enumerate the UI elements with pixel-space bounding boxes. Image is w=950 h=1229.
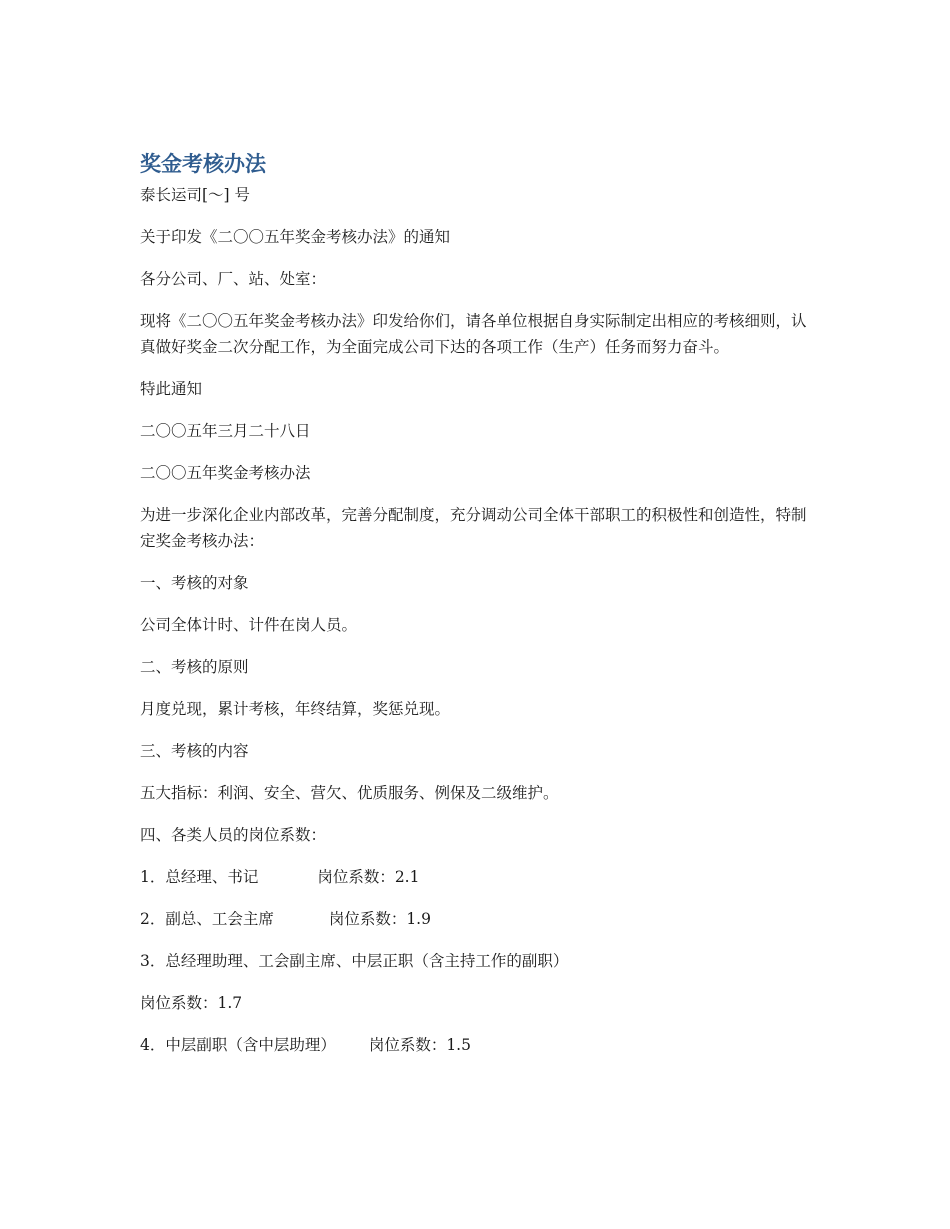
document-page: [140, 148, 812, 1074]
section-4-heading: 四、各类人员的岗位系数：: [140, 826, 327, 844]
document-number: 泰长运司[～] 号: [140, 186, 251, 204]
closing-line: 特此通知: [140, 380, 203, 398]
item-coefficient: 岗位系数：2.1: [317, 868, 420, 886]
section-3-heading: 三、考核的内容: [140, 742, 249, 760]
purpose-paragraph: 为进一步深化企业内部改革，完善分配制度，充分调动公司全体干部职工的积极性和创造性，特制定奖金考核办法：: [140, 506, 807, 550]
section-1-body: 公司全体计时、计件在岗人员。: [140, 616, 358, 634]
notice-title: 关于印发《二〇〇五年奖金考核办法》的通知: [140, 228, 451, 246]
intro-paragraph: 现将《二〇〇五年奖金考核办法》印发给你们，请各单位根据自身实际制定出相应的考核细则，认真做好奖金二次分配工作，为全面完成公司下达的各项工作（生产）任务而努力奋斗。: [140, 312, 807, 356]
list-item: [140, 948, 812, 974]
section-3-body: 五大指标：利润、安全、营欠、优质服务、例保及二级维护。: [140, 784, 559, 802]
item-coefficient: 岗位系数：1.7: [140, 994, 243, 1012]
item-label: 3．总经理助理、工会副主席、中层正职（含主持工作的副职）: [140, 952, 569, 970]
section-2-body: 月度兑现，累计考核，年终结算，奖惩兑现。: [140, 700, 451, 718]
item-coefficient: 岗位系数：1.9: [328, 910, 431, 928]
section-2-heading: 二、考核的原则: [140, 658, 249, 676]
addressee: 各分公司、厂、站、处室：: [140, 270, 327, 288]
issue-date: 二〇〇五年三月二十八日: [140, 422, 311, 440]
item-label: 2．副总、工会主席: [140, 910, 274, 928]
list-item: [140, 1032, 812, 1058]
item-label: 1．总经理、书记: [140, 868, 259, 886]
item-label: 4．中层副职（含中层助理）: [140, 1036, 336, 1054]
section-1-heading: 一、考核的对象: [140, 574, 249, 592]
list-item: [140, 864, 812, 890]
method-title: 二〇〇五年奖金考核办法: [140, 464, 311, 482]
list-item: [140, 906, 812, 932]
item-coefficient: 岗位系数：1.5: [368, 1036, 471, 1054]
document-title: 奖金考核办法: [140, 152, 266, 176]
